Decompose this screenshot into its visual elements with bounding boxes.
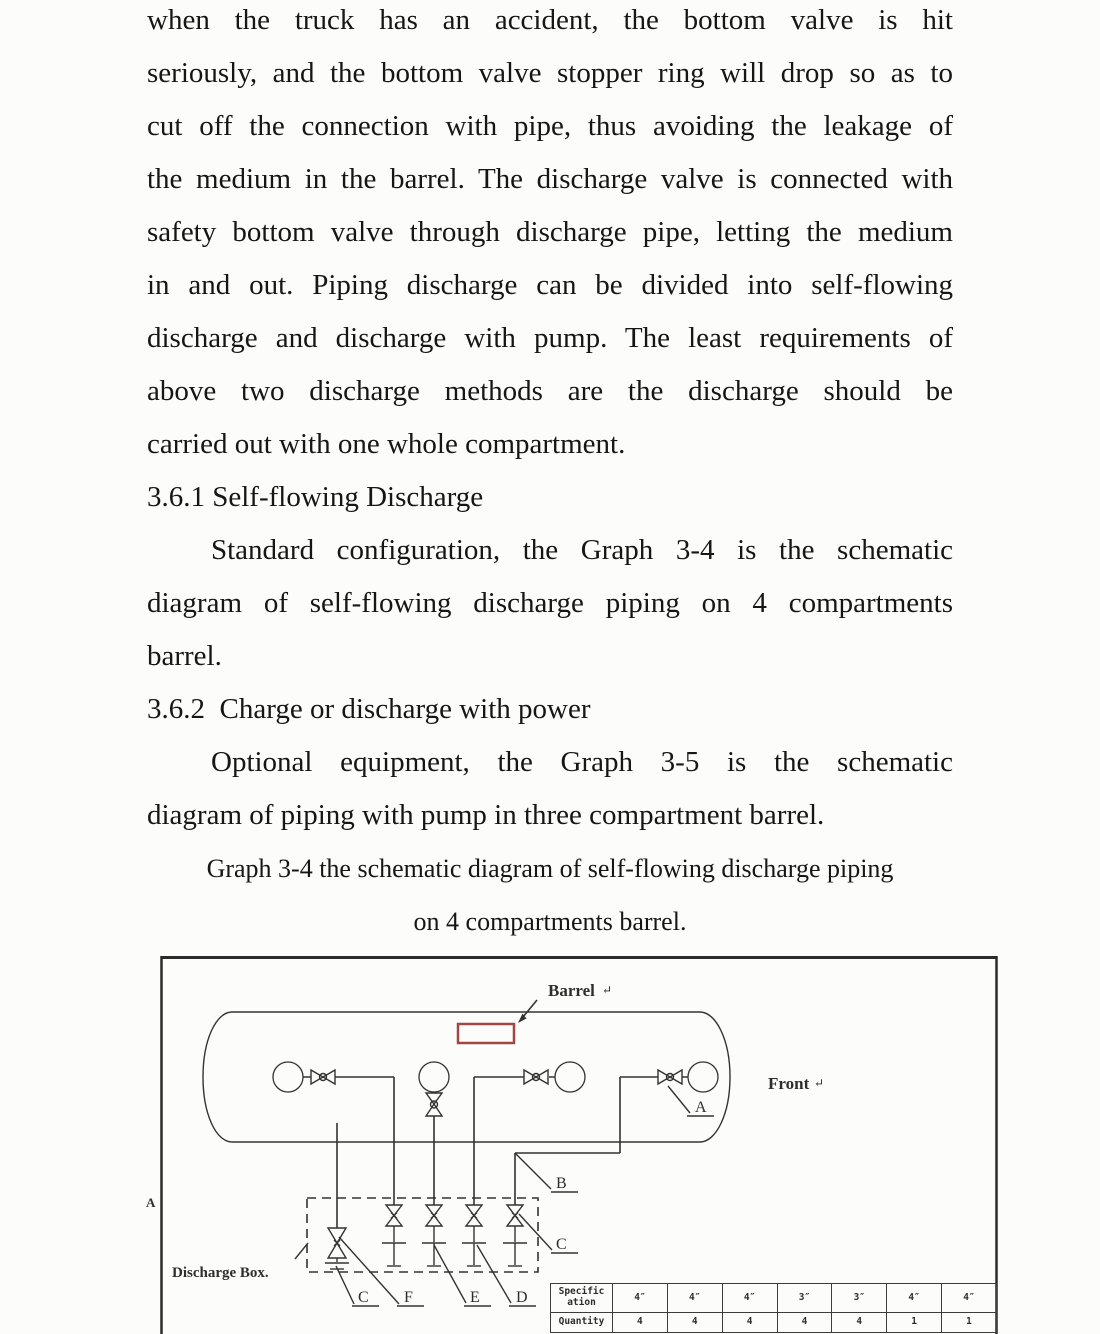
spec-value-cell: 4″ <box>613 1284 668 1313</box>
discharge-branch-2 <box>382 1205 406 1266</box>
body-line: when the truck has an accident, the bottom valve is hit <box>147 4 953 36</box>
body-line: the medium in the barrel. The discharge valve is connected with <box>147 163 953 195</box>
body-line: cut off the connection with pipe, thus avoiding the leakage of <box>147 110 953 142</box>
quantity-value-cell: 4 <box>832 1313 887 1333</box>
spec-value-cell: 4″ <box>722 1284 777 1313</box>
spec-header-cell <box>551 1284 613 1313</box>
barrel-label: Barrel <box>548 981 595 1000</box>
figure-caption-line: on 4 compartments barrel. <box>413 907 687 936</box>
return-mark: ↵ <box>602 983 613 997</box>
figure-caption-line: Graph 3-4 the schematic diagram of self-flowing discharge piping <box>206 854 894 883</box>
label-f: F <box>404 1289 413 1306</box>
margin-a-label: A <box>146 1195 156 1210</box>
body-line: diagram of self-flowing discharge piping on 4 compartments <box>147 587 953 619</box>
quantity-value-cell: 1 <box>887 1313 942 1333</box>
label-b: B <box>556 1175 567 1192</box>
label-c: C <box>358 1289 369 1306</box>
compartment-opening-1 <box>273 1062 303 1092</box>
bottom-valve-4 <box>658 1070 682 1084</box>
discharge-branch-1 <box>325 1228 349 1269</box>
front-label: Front <box>768 1074 810 1093</box>
body-line: discharge and discharge with pump. The least requirements of <box>147 322 953 354</box>
body-line: safety bottom valve through discharge pipe, letting the medium <box>147 216 953 248</box>
leader-b <box>515 1153 578 1192</box>
label-e: E <box>470 1289 480 1306</box>
manhole-marker <box>458 1024 514 1043</box>
discharge-branch-4 <box>462 1205 486 1266</box>
discharge-branch-3 <box>422 1205 446 1266</box>
spec-value-cell: 4″ <box>667 1284 722 1313</box>
barrel-pointer-line <box>523 1000 537 1017</box>
discharge-branch-5 <box>503 1205 527 1266</box>
body-line: above two discharge methods are the discharge should be <box>147 375 953 407</box>
bottom-valve-2 <box>426 1093 442 1116</box>
table-row <box>551 1313 997 1333</box>
specification-table <box>550 1283 997 1333</box>
pipe-network <box>303 1077 688 1228</box>
quantity-value-cell: 4 <box>667 1313 722 1333</box>
compartment-opening-4 <box>688 1062 718 1092</box>
table-row <box>551 1284 997 1313</box>
bottom-valve-3 <box>524 1070 548 1084</box>
body-line: Standard configuration, the Graph 3-4 is the schematic <box>211 534 953 566</box>
body-line: carried out with one whole compartment. <box>147 428 626 460</box>
spec-value-cell: 3″ <box>777 1284 832 1313</box>
return-mark: ↵ <box>814 1076 825 1090</box>
spec-header-line2: ation <box>567 1297 596 1308</box>
compartment-opening-2 <box>419 1062 449 1092</box>
heading-3-6-2: 3.6.2 Charge or discharge with power <box>147 693 591 725</box>
quantity-header-cell: Quantity <box>551 1313 613 1333</box>
body-line: in and out. Piping discharge can be divided into self-flowing <box>147 269 953 301</box>
quantity-value-cell: 1 <box>942 1313 997 1333</box>
body-line: barrel. <box>147 640 222 672</box>
discharge-box-label: Discharge Box. <box>172 1265 269 1281</box>
label-a: A <box>695 1099 707 1116</box>
quantity-value-cell: 4 <box>613 1313 668 1333</box>
bottom-valve-1 <box>311 1070 335 1084</box>
discharge-box-pointer <box>295 1243 308 1259</box>
heading-3-6-1: 3.6.1 Self-flowing Discharge <box>147 481 484 513</box>
leader-c-right <box>519 1214 578 1253</box>
label-c-right: C <box>556 1236 567 1253</box>
quantity-value-cell: 4 <box>777 1313 832 1333</box>
spec-header-line1: Specific <box>558 1286 605 1298</box>
body-line: Optional equipment, the Graph 3-5 is the schematic <box>211 746 953 778</box>
quantity-value-cell: 4 <box>722 1313 777 1333</box>
spec-value-cell: 4″ <box>942 1284 997 1313</box>
spec-value-cell: 3″ <box>832 1284 887 1313</box>
spec-value-cell: 4″ <box>887 1284 942 1313</box>
leader-a <box>668 1086 714 1116</box>
label-d: D <box>516 1289 528 1306</box>
body-line: diagram of piping with pump in three compartment barrel. <box>147 799 825 831</box>
body-line: seriously, and the bottom valve stopper ring will drop so as to <box>147 57 953 89</box>
compartment-opening-3 <box>555 1062 585 1092</box>
